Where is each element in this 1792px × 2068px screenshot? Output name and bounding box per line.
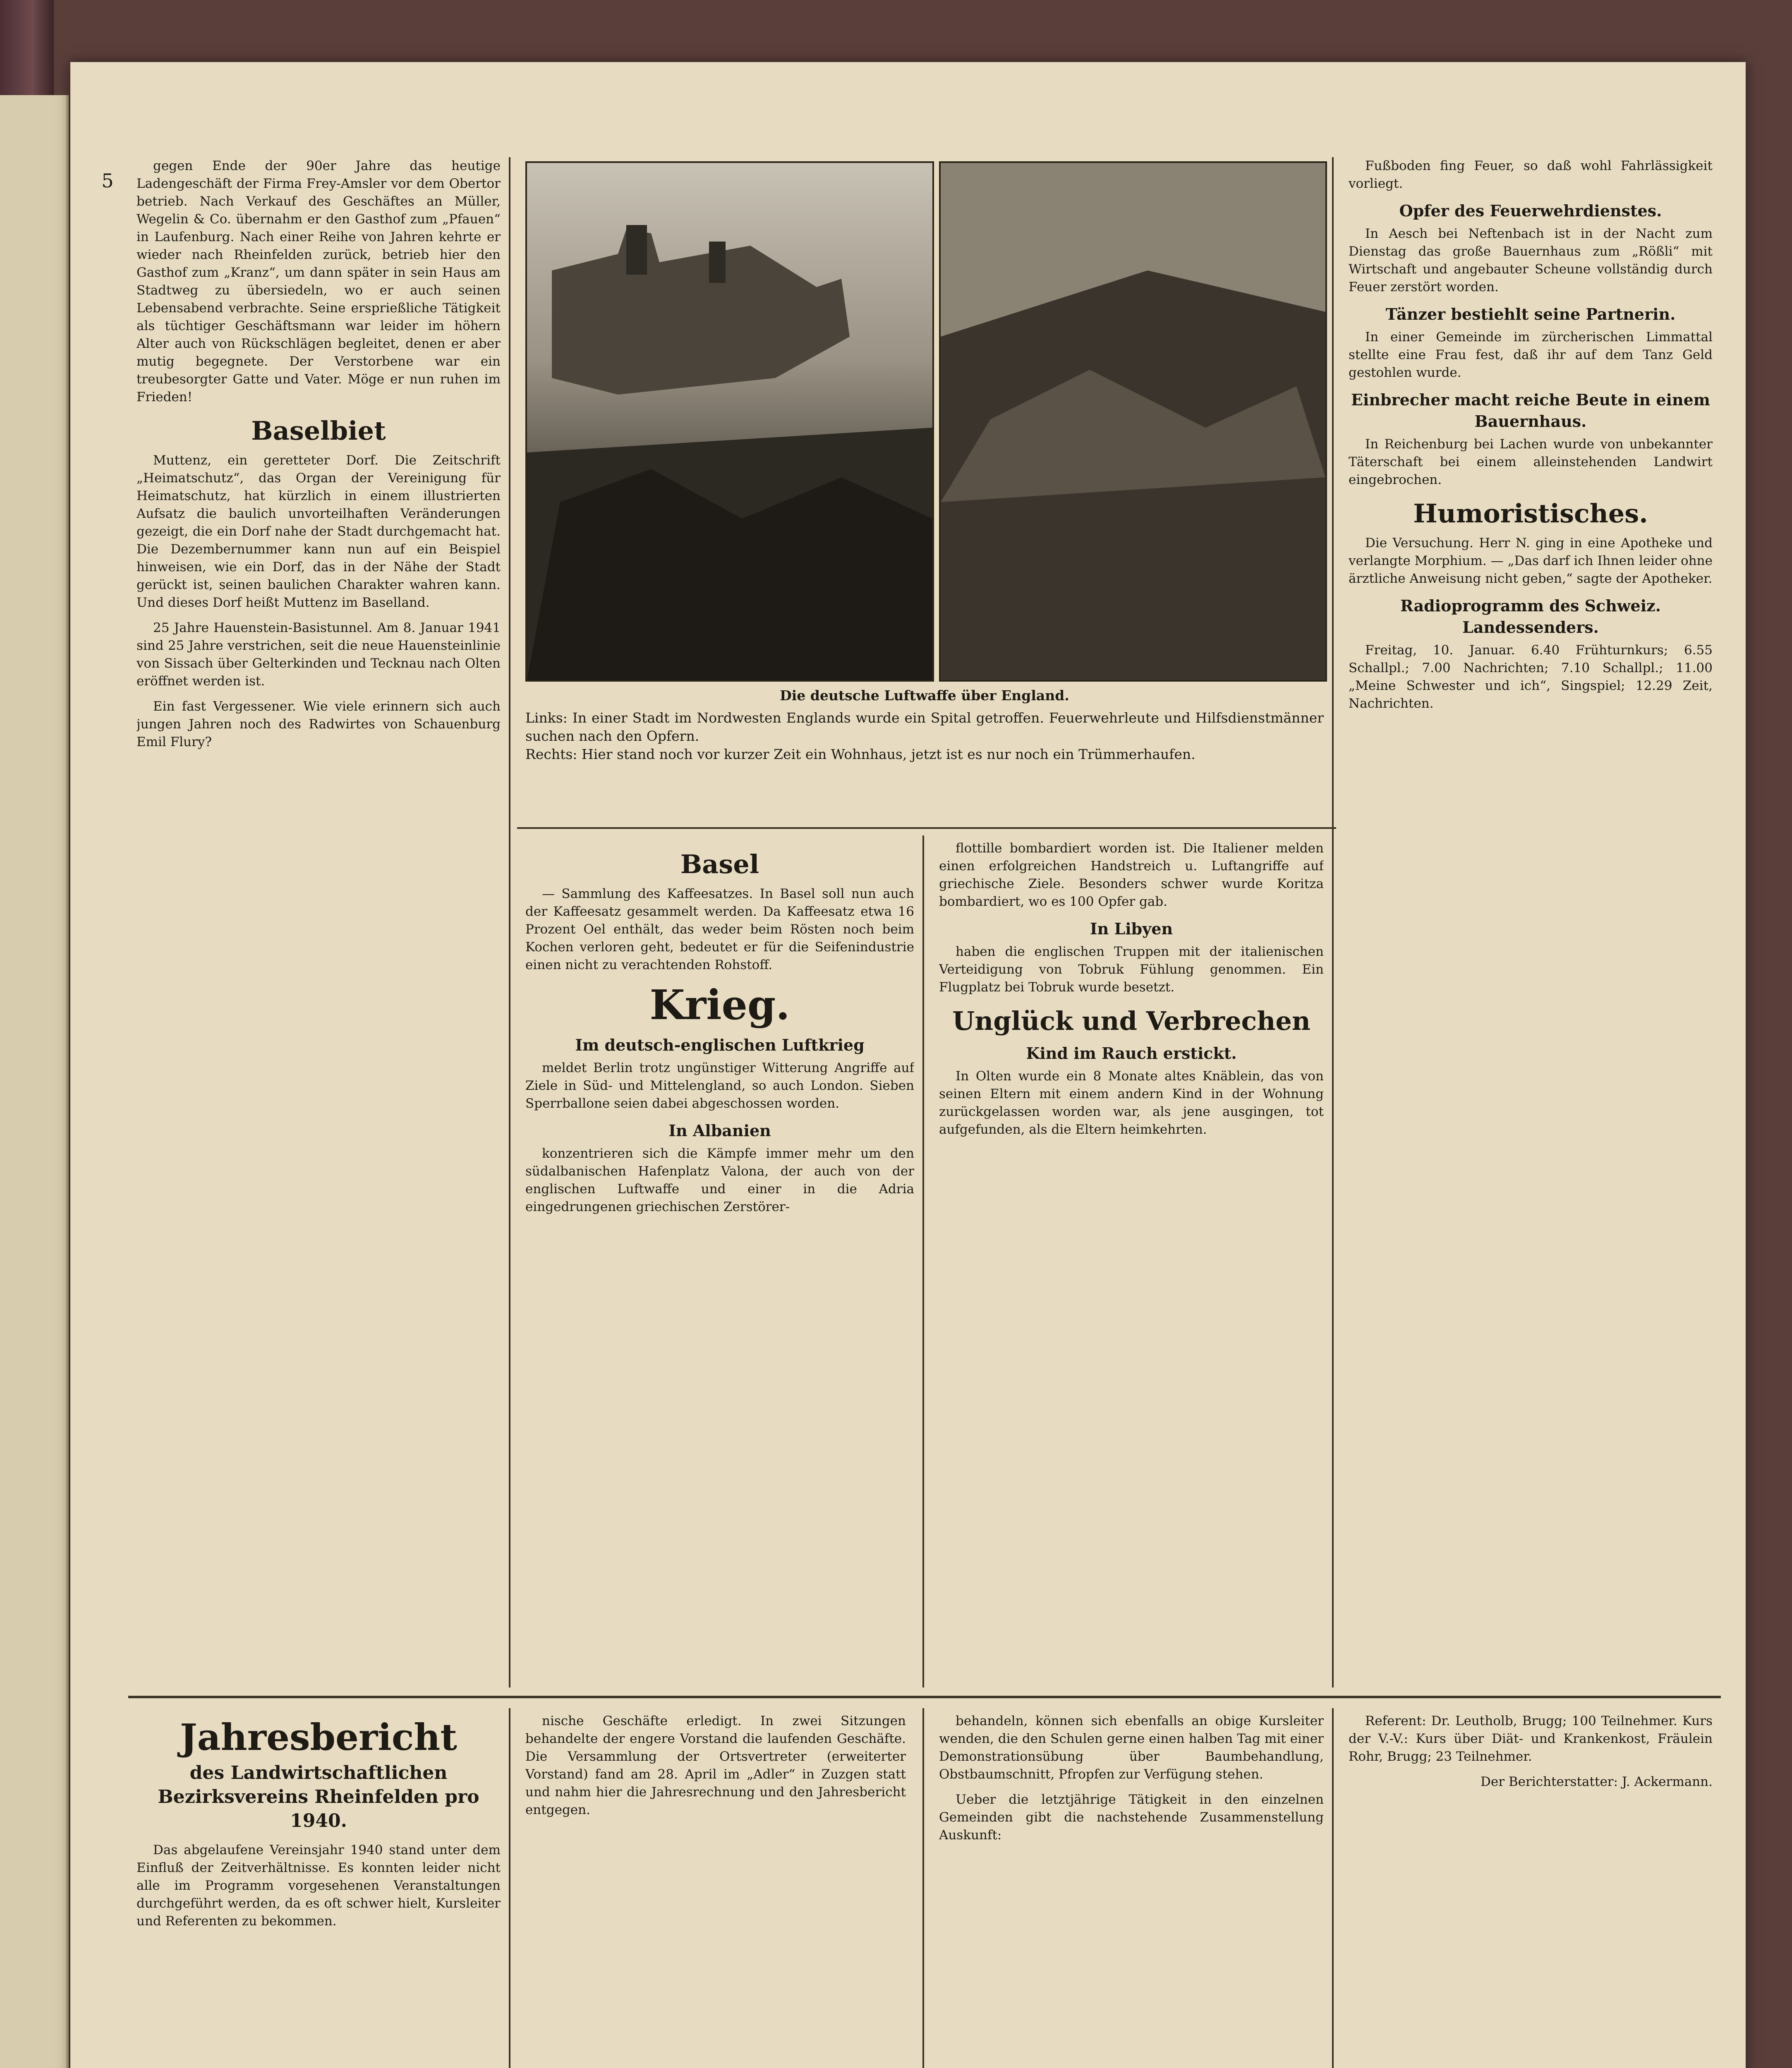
jahresbericht-paragraph-1: Das abgelaufene Vereinsjahr 1940 stand unter dem Einfluß der Zeitverhältnisse. Es konnten leider nicht alle im Programm vorgesehenen Veranstaltungen durchgeführt werden, da es oft schwer hielt, Kursleiter und Referenten zu bekommen. (137, 1843, 501, 1929)
col1-paragraph-4: Ein fast Vergessener. Wie viele erinnern sich auch jungen Jahren noch des Radwirtes von Schauenburg Emil Flury? (137, 699, 501, 749)
heading-taenzer: Tänzer bestiehlt seine Partnerin. (1385, 305, 1676, 323)
jb3-paragraph-2: Ueber die letztjährige Tätigkeit in den einzelnen Gemeinden gibt die nachstehende Zusammenstellung Auskunft: (939, 1792, 1324, 1843)
col1-paragraph-2: Muttenz, ein geretteter Dorf. Die Zeitschrift „Heimatschutz“, das Organ der Vereinigung für Heimatschutz, hat kürzlich in einem illustrierten Aufsatz die baulich unvorteilhaften Veränderungen gezeigt, die ein Dorf nahe der Stadt durchgemacht hat. Die Dezembernummer kann nun auf ein Beispiel hinweisen, wie ein Dorf, das in der Nähe der Stadt gerückt ist, seinen baulichen Charakter wahren kann. Und dieses Dorf heißt Muttenz im Baselland. (137, 453, 501, 610)
col4-opfer-paragraph: In Aesch bei Neftenbach ist in der Nacht zum Dienstag das große Bauernhaus zum „Rößli“ mit Wirtschaft und angebauter Scheune vollständig durch Feuer zerstört worden. (1349, 226, 1713, 294)
col2-albanien-paragraph: konzentrieren sich die Kämpfe immer mehr um den südalbanischen Hafenplatz Valona, der auch von der englischen Luftwaffe und einer in die Adria eingedrungenen griechischen Zerstörer- (525, 1146, 914, 1214)
col2-basel-paragraph: — Sammlung des Kaffeesatzes. In Basel soll nun auch der Kaffeesatz gesammelt werden. Da Kaffeesatz etwa 16 Prozent Oel enthält, das weder beim Rösten noch beim Kochen verloren geht, bedeutet er für die Seifenindustrie einen nicht zu verachtenden Rohstoff. (525, 886, 914, 972)
previous-page-edge (0, 95, 69, 2068)
heading-libyen: In Libyen (1090, 919, 1173, 938)
caption-rule (517, 827, 1336, 829)
photo-right-destroyed-house (939, 161, 1327, 682)
heading-humoristisches: Humoristisches. (1413, 498, 1648, 529)
jb4-paragraph-1: Referent: Dr. Leutholb, Brugg; 100 Teilnehmer. Kurs der V.-V.: Kurs über Diät- und Krankenkost, Fräulein Rohr, Brugg; 23 Teilnehmer. (1349, 1714, 1713, 1764)
column-rule-3 (1332, 157, 1334, 1687)
col3-rauch-paragraph: In Olten wurde ein 8 Monate altes Knäblein, das von seinen Eltern mit einem andern Kind in der Wohnung zurückgelassen worden war, als jene ausgingen, tot aufgefunden, als die Eltern heimkehrten. (939, 1069, 1324, 1137)
photo-caption-left: Links: In einer Stadt im Nordwesten Englands wurde ein Spital getroffen. Feuerwehrleute und Hilfsdienstmänner suchen nach den Opfern. (525, 710, 1324, 744)
heading-unglueck-verbrechen: Unglück und Verbrechen (952, 1006, 1310, 1036)
col4-taenzer-paragraph: In einer Gemeinde im zürcherischen Limmattal stellte eine Frau fest, daß ihr auf dem Tanz Geld gestohlen wurde. (1349, 330, 1713, 380)
heading-kind-im-rauch: Kind im Rauch erstickt. (1026, 1044, 1237, 1063)
jb4-signature: Der Berichterstatter: J. Ackermann. (1481, 1774, 1713, 1789)
photo-left-bombed-hospital (525, 161, 934, 682)
column-3 (939, 840, 1324, 1687)
col3-libyen-paragraph: haben die englischen Truppen mit der italienischen Verteidigung von Tobruk Fühlung genommen. Ein Flugplatz bei Tobruk wurde besetzt. (939, 944, 1324, 995)
column-4 (1349, 157, 1713, 1687)
jahresbericht-column-3 (939, 1712, 1324, 2068)
heading-albanien: In Albanien (668, 1121, 771, 1140)
jahresbericht-column-4 (1349, 1712, 1713, 2068)
photo-caption (525, 687, 1324, 819)
jb-rule-1 (509, 1708, 510, 2068)
photo-caption-right: Rechts: Hier stand noch vor kurzer Zeit ein Wohnhaus, jetzt ist es nur noch ein Trümmerhaufen. (525, 746, 1195, 762)
jahresbericht-column-1 (137, 1712, 501, 2068)
column-rule-2 (922, 835, 924, 1687)
heading-einbrecher: Einbrecher macht reiche Beute in einem Bauernhaus. (1351, 390, 1710, 431)
jb3-paragraph-1: behandeln, können sich ebenfalls an obige Kursleiter wenden, die den Schulen gerne einen halben Tag mit einer Demonstrationsübung über Baumbehandlung, Obstbaumschnitt, Pfropfen zur Verfügung stehen. (939, 1714, 1324, 1782)
chimney-2 (709, 242, 726, 283)
jahresbericht-subtitle: des Landwirtschaftlichen Bezirksvereins Rheinfelden pro 1940. (158, 1762, 479, 1831)
column-1 (137, 157, 501, 1687)
col1-paragraph-3: 25 Jahre Hauenstein-Basistunnel. Am 8. Januar 1941 sind 25 Jahre verstrichen, seit die neue Hauensteinlinie von Sissach über Gelterkinden und Tecknau nach Olten eröffnet werden ist. (137, 620, 501, 689)
heading-luftkrieg: Im deutsch-englischen Luftkrieg (575, 1036, 865, 1054)
heading-radioprogramm: Radioprogramm des Schweiz. Landessenders. (1400, 596, 1661, 637)
col2-luftkrieg-paragraph: meldet Berlin trotz ungünstiger Witterung Angriffe auf Ziele in Süd- und Mittelengland, so auch London. Sieben Sperrballone seien dabei abgeschossen worden. (525, 1060, 914, 1111)
col4-radio-paragraph: Freitag, 10. Januar. 6.40 Frühturnkurs; 6.55 Schallpl.; 7.00 Nachrichten; 7.10 Schallpl.; 11.00 „Meine Schwester und ich“, Singspiel; 12.29 Zeit, Nachrichten. (1349, 643, 1713, 711)
newspaper-page (70, 62, 1746, 2068)
heading-basel: Basel (680, 849, 759, 879)
ruined-building (552, 229, 850, 395)
column-rule-1 (509, 157, 510, 1687)
page-number: 5 (101, 170, 114, 192)
jb-rule-2 (922, 1708, 924, 2068)
col3-paragraph-1: flottille bombardiert worden ist. Die Italiener melden einen erfolgreichen Handstreich u. Luftangriffe auf griechische Ziele. Besonders schwer wurde Koritza bombardiert, wo es 100 Opfer gab. (939, 841, 1324, 909)
heading-opfer-feuerwehr: Opfer des Feuerwehrdienstes. (1399, 201, 1662, 220)
chimney-1 (626, 225, 647, 275)
jb-rule-3 (1332, 1708, 1334, 2068)
photo-caption-title: Die deutsche Luftwaffe über England. (780, 687, 1069, 704)
col1-paragraph-1: gegen Ende der 90er Jahre das heutige Ladengeschäft der Firma Frey-Amsler vor dem Obertor betrieb. Nach Verkauf des Geschäftes an Müller, Wegelin & Co. übernahm er den Gasthof zum „Pfauen“ in Laufenburg. Nach einer Reihe von Jahren kehrte er wieder nach Rheinfelden zurück, betrieb hier den Gasthof zum „Kranz“, um dann später in sein Haus am Stadtweg zu übersiedeln, wo er auch seinen Lebensabend verbrachte. Seine ersprießliche Tätigkeit als tüchtiger Geschäftsmann war leider im höhern Alter auch von Rückschlägen begleitet, denen er aber mutig begegnete. Der Verstorbene war ein treubesorgter Gatte und Vater. Möge er nun ruhen im Frieden! (137, 158, 501, 405)
column-2 (525, 840, 914, 1687)
jb2-paragraph-1: nische Geschäfte erledigt. In zwei Sitzungen behandelte der engere Vorstand die laufenden Geschäfte. Die Versammlung der Ortsvertreter (erweiterter Vorstand) fand am 28. April im „Adler“ in Zuzgen statt und nahm hier die Jahresrechnung und den Jahresbericht entgegen. (525, 1714, 906, 1817)
col4-einbrecher-paragraph: In Reichenburg bei Lachen wurde von unbekannter Täterschaft bei einem alleinstehenden Landwirt eingebrochen. (1349, 437, 1713, 487)
heading-krieg: Krieg. (649, 981, 790, 1029)
heading-baselbiet: Baselbiet (251, 416, 386, 446)
section-rule-jahresbericht (128, 1696, 1721, 1698)
jahresbericht-column-2 (525, 1712, 906, 2068)
jahresbericht-title: Jahresbericht (180, 1716, 458, 1759)
photo-right-drawing (941, 163, 1325, 680)
col4-paragraph-1: Fußboden fing Feuer, so daß wohl Fahrlässigkeit vorliegt. (1349, 158, 1713, 191)
photo-left-drawing (527, 163, 932, 680)
col4-humor-paragraph: Die Versuchung. Herr N. ging in eine Apotheke und verlangte Morphium. — „Das darf ich Ihnen leider ohne ärztliche Anweisung nicht geben,“ sagte der Apotheker. (1349, 536, 1713, 586)
